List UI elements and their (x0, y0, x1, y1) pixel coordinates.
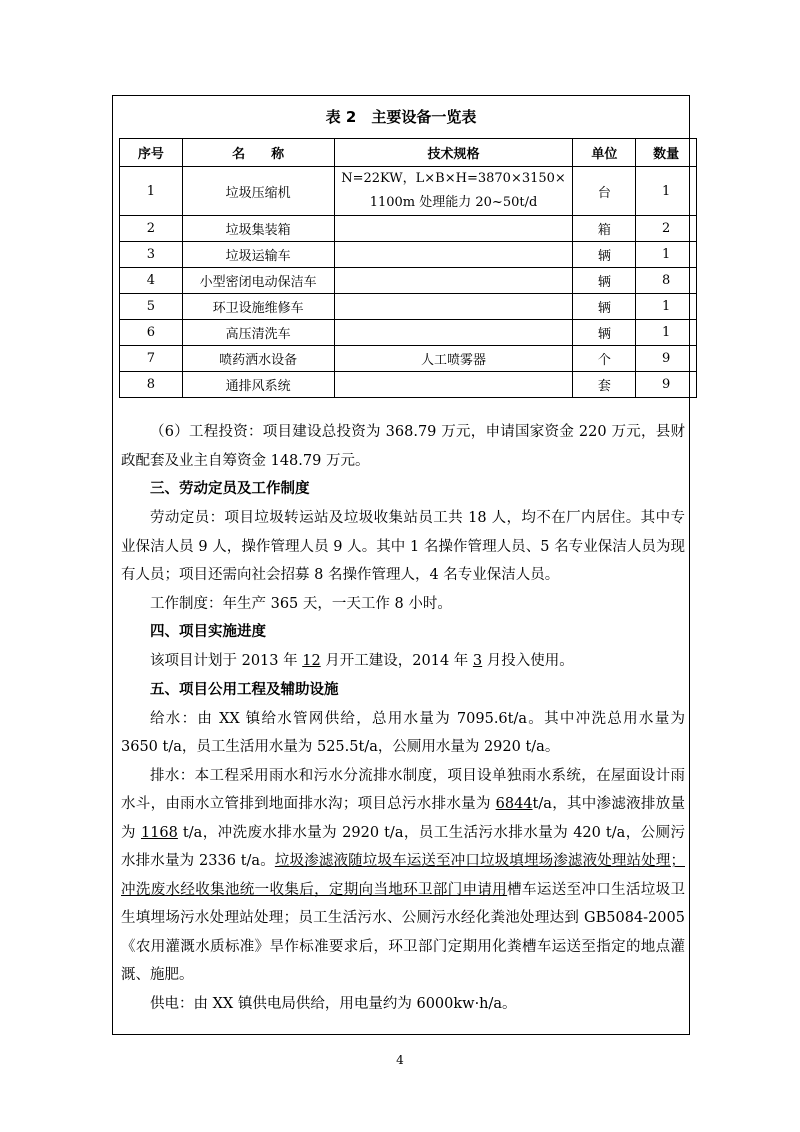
cell-no: 6 (120, 320, 183, 346)
cell-qty: 8 (636, 268, 697, 294)
table-row (120, 320, 697, 346)
cell-qty: 9 (636, 372, 697, 398)
page-number: 4 (396, 1053, 404, 1067)
section-heading-progress: 四、项目实施进度 (150, 624, 266, 640)
cell-name: 高压清洗车 (182, 320, 334, 346)
table-row (120, 268, 697, 294)
table-row (120, 346, 697, 372)
table-title: 表 2 主要设备一览表 (325, 108, 477, 126)
table-row (120, 216, 697, 242)
cell-unit: 台 (573, 167, 636, 216)
leachate-value: 1168 (140, 824, 178, 841)
cell-no: 8 (120, 372, 183, 398)
col-header-no: 序号 (120, 139, 183, 167)
cell-spec (334, 167, 573, 216)
cell-name: 垃圾压缩机 (182, 167, 334, 216)
section-heading-utilities: 五、项目公用工程及辅助设施 (150, 681, 339, 698)
cell-unit: 辆 (573, 294, 636, 320)
work-schedule-paragraph: 工作制度：年生产 365 天，一天工作 8 小时。 (150, 595, 452, 612)
body-text (121, 418, 685, 1018)
cell-unit: 箱 (573, 216, 636, 242)
cell-name: 环卫设施维修车 (182, 294, 334, 320)
operation-month: 3 (472, 653, 483, 669)
cell-unit: 辆 (573, 242, 636, 268)
col-header-spec: 技术规格 (334, 139, 573, 167)
cell-spec (334, 268, 573, 294)
text-run: 月开工建设，2014 年 (320, 653, 473, 669)
spec-line: 1100m 处理能力 20~50t/d (369, 195, 538, 210)
cell-qty: 1 (636, 294, 697, 320)
cell-qty: 1 (636, 242, 697, 268)
table-header-row (120, 139, 697, 167)
cell-qty: 2 (636, 216, 697, 242)
start-month: 12 (302, 653, 321, 669)
cell-unit: 个 (573, 346, 636, 372)
drainage-paragraph (121, 762, 685, 990)
page-frame (112, 95, 690, 1035)
equipment-table (119, 138, 697, 398)
table-row (120, 294, 697, 320)
text-run: t/a，其中渗滤液排放量为 (121, 796, 686, 841)
text-run: 槽车运送至冲口生活垃圾卫生填埋场污水处理站处理；员工生活污水、公厕污水经化粪池处理达到 GB5084-2005《农用灌溉水质标准》旱作标准要求后，环卫部门定期用化粪槽车运送至指定的地点灌溉、施肥。 (121, 881, 686, 983)
text-run: 月投入使用。 (482, 653, 574, 669)
staffing-paragraph: 劳动定员：项目垃圾转运站及垃圾收集站员工共 18 人，均不在厂内居住。其中专业保洁人员 9 人，操作管理人员 9 人。其中 1 名操作管理人员、5 名专业保洁人员为现有人员；项目还需向社会招募 8 名操作管理人，4 名专业保洁人员。 (121, 510, 685, 583)
total-sewage-value: 6844 (495, 796, 533, 812)
water-supply-paragraph: 给水：由 XX 镇给水管网供给，总用水量为 7095.6t/a。其中冲洗总用水量为 3650 t/a，员工生活用水量为 525.5t/a，公厕用水量为 2920 t/a。 (121, 710, 685, 755)
col-header-qty: 数量 (636, 139, 697, 167)
cell-spec (334, 294, 573, 320)
underlined-treatment-text: 垃圾渗滤液随垃圾车运送至冲口垃圾填埋场渗滤液处理站处理；冲洗废水经收集池统一收集后，定期向当地环卫部门申请用 (121, 853, 685, 898)
cell-spec: 人工喷雾器 (334, 346, 573, 372)
cell-spec (334, 242, 573, 268)
table-row (120, 167, 697, 216)
cell-no: 3 (120, 242, 183, 268)
col-header-name: 名 称 (182, 139, 334, 167)
cell-no: 5 (120, 294, 183, 320)
cell-unit: 辆 (573, 320, 636, 346)
cell-qty: 1 (636, 167, 697, 216)
investment-paragraph: （6）工程投资：项目建设总投资为 368.79 万元，申请国家资金 220 万元，县财政配套及业主自筹资金 148.79 万元。 (121, 424, 685, 469)
section-heading-staffing: 三、劳动定员及工作制度 (150, 481, 310, 497)
cell-spec (334, 372, 573, 398)
text-run: 排水：本工程采用雨水和污水分流排水制度，项目设单独雨水系统，在屋面设计雨水斗，由雨水立管排到地面排水沟；项目总污水排水量为 (121, 767, 685, 812)
cell-unit: 套 (573, 372, 636, 398)
text-run: 该项目计划于 2013 年 (150, 653, 303, 669)
cell-no: 1 (120, 167, 183, 216)
cell-spec (334, 216, 573, 242)
cell-name: 小型密闭电动保洁车 (182, 268, 334, 294)
table-row (120, 242, 697, 268)
cell-qty: 9 (636, 346, 697, 372)
col-header-unit: 单位 (573, 139, 636, 167)
cell-name: 垃圾集装箱 (182, 216, 334, 242)
spec-line: N=22KW，L×B×H=3870×3150× (341, 171, 566, 186)
cell-no: 4 (120, 268, 183, 294)
power-supply-paragraph: 供电：由 XX 镇供电局供给，用电量约为 6000kw·h/a。 (150, 995, 517, 1012)
cell-unit: 辆 (573, 268, 636, 294)
cell-name: 垃圾运输车 (182, 242, 334, 268)
cell-no: 2 (120, 216, 183, 242)
cell-no: 7 (120, 346, 183, 372)
cell-name: 喷药洒水设备 (182, 346, 334, 372)
cell-name: 通排风系统 (182, 372, 334, 398)
cell-qty: 1 (636, 320, 697, 346)
table-row (120, 372, 697, 398)
cell-spec (334, 320, 573, 346)
text-run: t/a，冲洗废水排水量为 2920 t/a，员工生活污水排水量为 420 t/a，公厕污水排水量为 2336 t/a。 (121, 824, 685, 869)
progress-paragraph (121, 647, 685, 676)
